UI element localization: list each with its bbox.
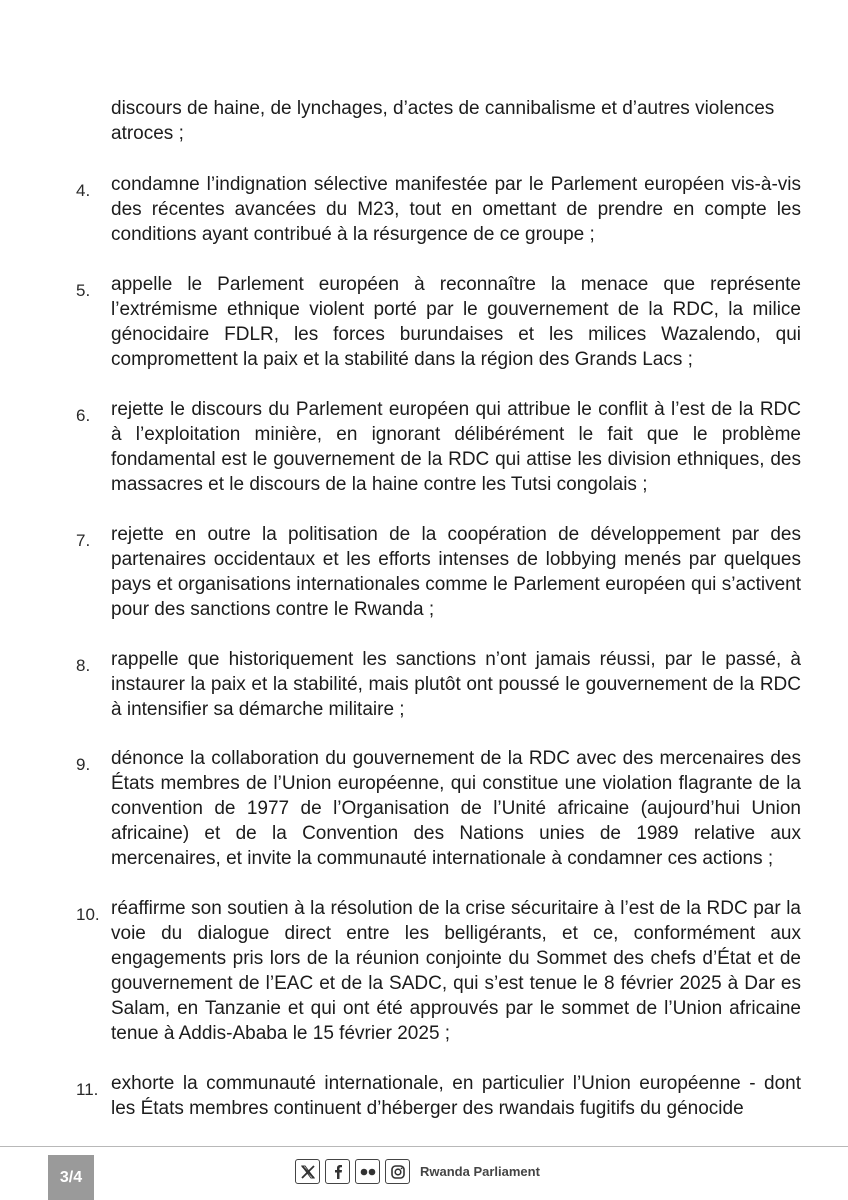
item-number: 11. bbox=[76, 1080, 99, 1099]
item-number: 6. bbox=[76, 406, 91, 425]
x-icon[interactable] bbox=[295, 1159, 320, 1184]
brand-name: Rwanda Parliament bbox=[420, 1164, 540, 1179]
item-text: appelle le Parlement européen à reconnaître la menace que représente l’extrémisme ethnique violent porté par le gouvernement de la RDC, la milice génocidaire FDLR, les forces burundaises et les milices Wazalendo, qui compromettent la paix et la stabilité dans la région des Grands Lacs ; bbox=[111, 274, 801, 370]
instagram-icon[interactable] bbox=[385, 1159, 410, 1184]
item-number: 4. bbox=[76, 181, 91, 200]
item-text: exhorte la communauté internationale, en particulier l’Union européenne - dont les États membres continuent d’héberger des rwandais fugitifs du génocide bbox=[111, 1073, 801, 1119]
item-number: 10. bbox=[76, 905, 100, 924]
item-number: 7. bbox=[76, 531, 91, 550]
flickr-icon[interactable] bbox=[355, 1159, 380, 1184]
intro-continuation-text: discours de haine, de lynchages, d’actes de cannibalisme et d’autres violences atroces ; bbox=[111, 98, 775, 144]
footer-divider bbox=[0, 1146, 848, 1147]
item-text: réaffirme son soutien à la résolution de la crise sécuritaire à l’est de la RDC par la voie du dialogue direct entre les belligérants, et ce, conformément aux engagements pris lors de la réunion conjointe du Sommet des chefs d’État et de gouvernement de l’EAC et de la SADC, qui s’est tenue le 8 février 2025 à Dar es Salam, en Tanzanie et qui ont été approuvés par le sommet de l’Union africaine tenue à Addis-Ababa le 15 février 2025 ; bbox=[111, 898, 801, 1044]
social-links bbox=[295, 1159, 540, 1184]
item-text: rappelle que historiquement les sanctions n’ont jamais réussi, par le passé, à instaurer la paix et la stabilité, mais plutôt ont poussé le gouvernement de la RDC à intensifier sa démarche militaire ; bbox=[111, 649, 801, 720]
item-text: rejette le discours du Parlement européen qui attribue le conflit à l’est de la RDC à l’exploitation minière, en ignorant délibérément le fait que le problème fondamental est le gouvernement de la RDC qui attise les division ethniques, des massacres et le discours de la haine contre les Tutsi congolais ; bbox=[111, 399, 801, 495]
item-text: dénonce la collaboration du gouvernement de la RDC avec des mercenaires des États membres de l’Union européenne, qui constitue une violation flagrante de la convention de 1977 de l’Organisation de l’Unité africaine (aujourd’hui Union africaine) et de la Convention des Nations unies de 1989 relative aux mercenaires, et invite la communauté internationale à condamner ces actions ; bbox=[111, 748, 801, 869]
facebook-icon[interactable] bbox=[325, 1159, 350, 1184]
item-text: condamne l’indignation sélective manifestée par le Parlement européen vis-à-vis des récentes avancées du M23, tout en omettant de prendre en compte les conditions ayant contribué à la résurgence de ce groupe ; bbox=[111, 174, 801, 245]
item-number: 5. bbox=[76, 281, 91, 300]
item-number: 8. bbox=[76, 656, 91, 675]
item-text: rejette en outre la politisation de la coopération de développement par des partenaires occidentaux et les efforts intenses de lobbying menés par quelques pays et organisations internationales comme le Parlement européen qui s’activent pour des sanctions contre le Rwanda ; bbox=[111, 524, 801, 620]
item-number: 9. bbox=[76, 755, 91, 774]
page-number-badge: 3/4 bbox=[48, 1155, 94, 1200]
